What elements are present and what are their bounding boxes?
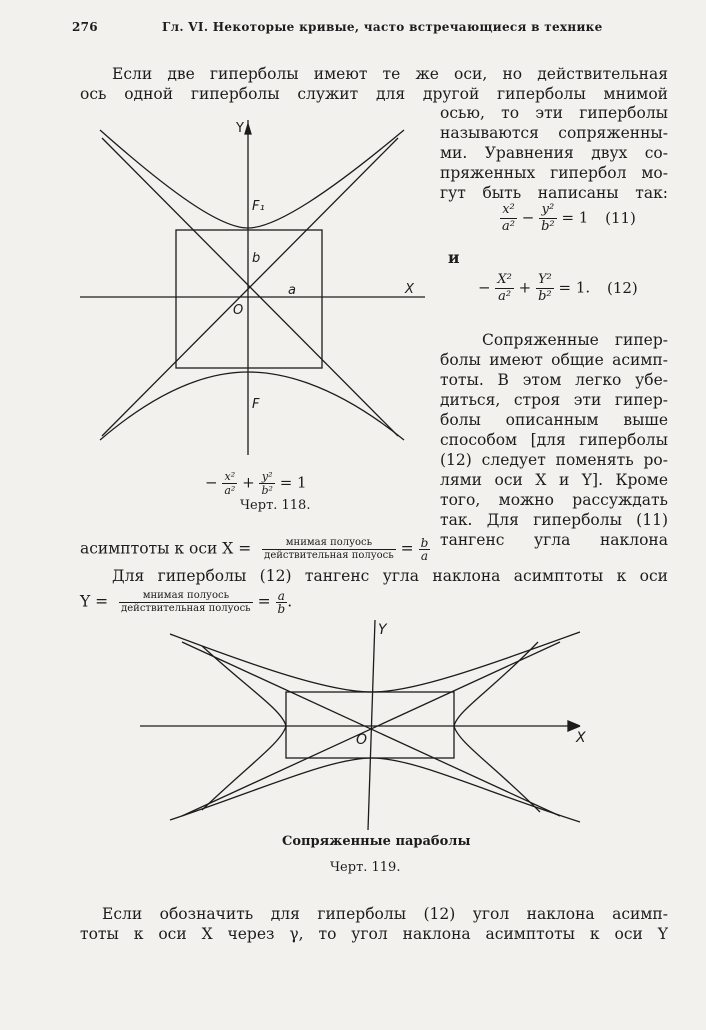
text-line: называются сопряженны-: [440, 124, 668, 142]
equation-12: [478, 272, 638, 305]
label-o: O: [356, 732, 368, 748]
eq-term: x²: [222, 470, 237, 484]
auxiliary-rectangle: [176, 230, 322, 368]
figure-119-diagram: [140, 620, 600, 830]
figure-118-caption: Черт. 118.: [240, 498, 311, 513]
ratio-den: a: [420, 549, 428, 563]
conjunction: и: [448, 248, 460, 267]
eq-operator: +: [242, 473, 255, 492]
eq-term: b²: [261, 484, 273, 497]
text-line: осью, то эти гиперболы: [440, 104, 668, 122]
text-line: Если обозначить для гиперболы (12) угол наклона асимп-: [102, 905, 668, 923]
text-line: ось одной гиперболы служит для другой гиперболы мнимой: [80, 85, 668, 103]
text-line: лями оси X и Y]. Кроме: [440, 471, 668, 489]
ratio-den: b: [277, 602, 286, 616]
ratio-num: b: [420, 536, 429, 550]
label-o: O: [233, 303, 244, 318]
text-line: (12) следует поменять ро-: [440, 451, 668, 469]
eq-operator: −: [205, 473, 218, 492]
text-line: ми. Уравнения двух со-: [440, 144, 668, 162]
conjugate-lower-branch: [170, 758, 580, 822]
eq-term: Y²: [537, 272, 552, 287]
running-title: Гл. VI. Некоторые кривые, часто встречающиеся в технике: [162, 20, 603, 34]
ratio-num: a: [276, 590, 288, 603]
eq-rhs: = 1: [279, 473, 307, 492]
label-y: Y: [236, 121, 244, 136]
frac-den: действительная полуось: [264, 550, 394, 561]
label-f: F: [252, 397, 260, 412]
page-number: 276: [72, 20, 98, 34]
ratio-end: .: [287, 592, 293, 611]
text-line: болы имеют общие асимп-: [440, 351, 668, 369]
eq-term: a²: [224, 484, 236, 497]
text-line: гут быть написаны так:: [440, 184, 668, 202]
text-line: пряженных гипербол мо-: [440, 164, 668, 182]
text-line: диться, строя эти гипер-: [440, 391, 668, 409]
equation-11: [500, 202, 636, 235]
eq-term: a²: [498, 289, 512, 304]
eq-term: b²: [538, 289, 552, 304]
eq-operator: +: [518, 278, 532, 297]
label-f1: F₁: [252, 199, 265, 214]
y-axis-arrow: [245, 124, 251, 134]
text-line: Сопряженные гипер-: [482, 331, 668, 349]
label-b: b: [252, 251, 261, 266]
formula-prefix: Y =: [80, 592, 109, 611]
figure-118-diagram: [80, 110, 430, 460]
eq-sign: =: [257, 592, 271, 611]
formula-prefix: асимптоты к оси X =: [80, 539, 252, 558]
text-line: Если две гиперболы имеют те же оси, но действительная: [112, 65, 668, 83]
asymptote-x-formula: [80, 537, 430, 562]
asymptote-y-formula: [80, 590, 292, 615]
eq-operator: −: [478, 278, 491, 297]
eq-term: a²: [502, 219, 515, 234]
figure-118-formula: [205, 470, 307, 497]
label-y: Y: [378, 622, 387, 638]
eq-term: y²: [539, 202, 557, 219]
label-a: a: [288, 283, 296, 298]
label-x: X: [405, 282, 414, 297]
text-line: так. Для гиперболы (11): [440, 511, 668, 529]
eq-label: (11): [605, 208, 636, 227]
frac-num: мнимая полуось: [262, 537, 396, 550]
text-line: тангенс угла наклона: [440, 531, 668, 549]
eq-operator: −: [521, 208, 535, 227]
text-line: болы описанным выше: [440, 411, 668, 429]
eq-term: X²: [497, 272, 512, 287]
eq-sign: =: [400, 539, 414, 558]
eq-term: x²: [500, 202, 517, 219]
eq-rhs: = 1: [561, 208, 589, 227]
label-x: X: [576, 730, 586, 746]
y-axis: [368, 620, 375, 830]
figure-119-caption: Черт. 119.: [330, 860, 401, 875]
text-line: способом [для гиперболы: [440, 431, 668, 449]
eq-label: (12): [606, 278, 638, 297]
text-line: тоты. В этом легко убе-: [440, 371, 668, 389]
text-line: Для гиперболы (12) тангенс угла наклона асимптоты к оси: [112, 567, 668, 585]
eq-term: y²: [259, 470, 274, 484]
frac-num: мнимая полуось: [119, 590, 253, 603]
eq-term: b²: [541, 219, 555, 234]
frac-den: действительная полуось: [121, 603, 251, 614]
text-line: того, можно рассуждать: [440, 491, 668, 509]
eq-rhs: = 1.: [558, 278, 591, 297]
figure-119-title: Сопряженные параболы: [282, 834, 471, 849]
text-line: тоты к оси X через γ, то угол наклона асимптоты к оси Y: [80, 925, 668, 943]
